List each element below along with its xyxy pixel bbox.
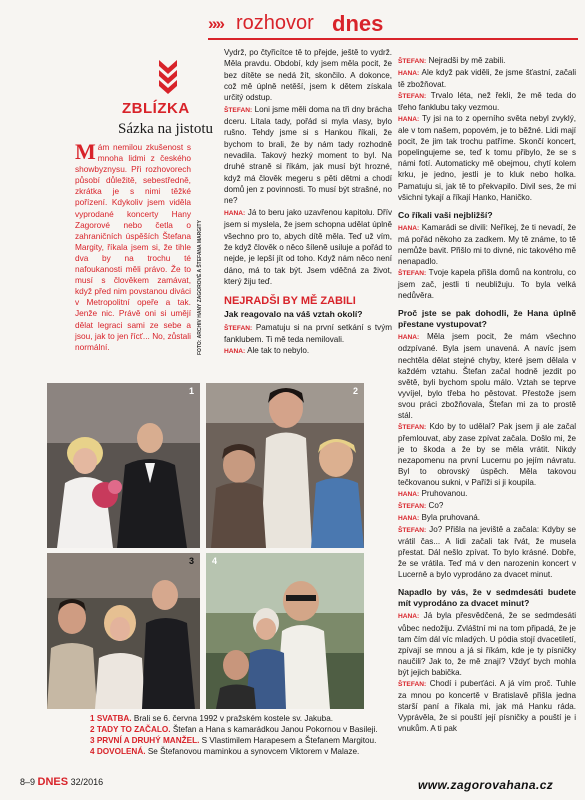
section-rule bbox=[208, 38, 578, 40]
section-word-dnes: dnes bbox=[332, 11, 384, 36]
section-word-rozhovor: rozhovor bbox=[236, 12, 314, 34]
section-header bbox=[208, 12, 578, 38]
photo-basel-image bbox=[206, 383, 364, 548]
paragraph: Já to beru jako uzavřenou kapitolu. Dřív jsem si myslela, že jsem schopna udělat úplně všechno pro to, abych dítě měla. Teď už vím, že když člověk o něco šíleně usiluje a pořád to nejde, je lepší jít od toho. Když nám něco není dáno, má to tak být. Jsem vděčná za život, který žiju teď. bbox=[224, 207, 393, 286]
drop-cap: M bbox=[75, 139, 96, 164]
caption-item: 3 PRVNÍ A DRUHÝ MANŽEL. S Vlastimilem Harapesem a Štefanem Margitou. bbox=[90, 736, 377, 745]
photo-credit-text: FOTO: ARCHIV HANY ZAGOROVÉ A ŠTEFANA MARGITY bbox=[197, 220, 203, 355]
speaker-label: HANA: bbox=[398, 491, 420, 499]
question: Jak reagovalo na váš vztah okolí? bbox=[224, 309, 363, 320]
paragraph: Ale když pak viděli, že jsme šťastní, začali tě zbožňovat. bbox=[398, 68, 576, 90]
speaker-label: ŠTEFAN: bbox=[224, 106, 253, 114]
paragraph: Chodí i puberťáci. A já vím proč. Tuhle za mnou po koncertě v Bratislavě přišla jedna starší paní a říkala mi, jak má Hanku ráda. Vyprávěla, že si pouští její písničky a pouští je i vnukům. A ti pak bbox=[398, 678, 577, 733]
paragraph: Ale tak to nebylo. bbox=[247, 346, 310, 356]
speaker-label: HANA: bbox=[398, 116, 420, 124]
paragraph: Ty jsi na to z operního světa nebyl zvyklý, ale v tom našem, popovém, je to běžné. Lidi mají pocit, že jim tak trochu patříme. Skončí koncert, popelingujeme se, teď k tomu přibylo, že se s námi fotí. Automaticky mě obejmou, chytí kolem krku, je jedno, jestli je to kluk nebo holka. Pamatuju si, jak tě to překvapilo. Divil ses, že mi všichni tykají a říkají Hanko, Haničko. bbox=[398, 114, 577, 202]
speaker-label: HANA: bbox=[398, 334, 420, 342]
paragraph: Pruhovanou. bbox=[421, 489, 468, 499]
page-footer bbox=[20, 776, 103, 788]
paragraph: Měla jsem pocit, že mám všechno odzpívané. Byla jsem unavená. A navíc jsem nechtěla dělat stejné chyby, které jsem dělala v každém vztahu. Štefan začal hodně jezdit po světě, byli bychom spolu málo. Vztah se teprve vyvíjel, bylo třeba ho pěstovat. Přestože jsem svou práci zbožňovala, Štefan mi za to prostě stál. bbox=[398, 332, 576, 420]
speaker-label: HANA: bbox=[398, 225, 420, 233]
paragraph: Kamarádi se divili: Neříkej, že ti nevadí, že má pořád někoho za zadkem. My tě známe, to tě nemůže bavit. Přišlo mi to divné, nic takového mě nenapadlo. bbox=[398, 223, 576, 267]
question: Napadlo by vás, že v sedmdesáti budete mít vyprodáno za dvacet minut? bbox=[398, 587, 576, 608]
paragraph: Nejradši by mě zabili. bbox=[428, 56, 506, 65]
speaker-label: ŠTEFAN: bbox=[398, 93, 427, 101]
photo-credit bbox=[195, 125, 205, 355]
chevron-stack-logo-icon bbox=[158, 58, 178, 94]
photo-wedding bbox=[47, 383, 200, 548]
caption-item: 1 SVATBA. Brali se 6. června 1992 v pražském kostele sv. Jakuba. bbox=[90, 714, 334, 723]
sidebar-intro bbox=[75, 139, 191, 353]
photo-wedding-image bbox=[47, 383, 200, 548]
sidebar-intro-text: ám nemilou zkušenost s mnoha lidmi z českého showbyznysu. Při rozhovorech působí důležitě, sebestředně, zkrátka je s nimi těžké pořízení. Kdykoliv jsem viděla vyprodané koncerty Hany Zagorové nebo četla o zahraničních úspěších Štefana Margity, říkala jsem si, že tihle dva by na trochu té nafoukanosti měli právo. Že to musí s člověkem zamávat, když před nim povstanou diváci v Metropolitní opeře a tak. Jenže nic. Právě oni si umějí dělat legraci sami ze sebe a jsou, jak to jen řícť... No, zůstali normální. bbox=[75, 142, 191, 352]
speaker-label: HANA: bbox=[224, 348, 246, 356]
photo-vacation bbox=[206, 553, 364, 709]
photo-husbands-image bbox=[47, 553, 200, 709]
speaker-label: ŠTEFAN: bbox=[224, 324, 253, 332]
paragraph: Trvalo léta, než řekli, že mě teda do třeho fanklubu taky vezmou. bbox=[398, 91, 576, 113]
paragraph: Já byla přesvědčená, že se sedmdesáti vůbec nedožiju. Zvláštní mi na tom připadá, že je tam čím dál víc mladých. U pódia stojí dvacetiletí, zpívají se mnou a já si říkám, kde je ty písničky naučili? Jak to, že mě znají? Vždyť bych mohla být jejich babička. bbox=[398, 611, 576, 677]
paragraph: Jo? Přišla na jeviště a začala: Kdyby se vrátil čas... A lidi začali tak řvát, že musela přestat. Dál nešlo zpívat. To bylo krásné. Dobře, že se vrátila. Teď má v den narozenin koncert v Lucerně a bylo vyprodáno za dvacet minut. bbox=[398, 525, 576, 580]
section-arrows: »» bbox=[208, 14, 223, 33]
photo-basel bbox=[206, 383, 364, 548]
photo-number: 4 bbox=[212, 556, 218, 566]
magazine-brand: DNES bbox=[37, 776, 69, 788]
page-numbers: 8–9 bbox=[20, 777, 36, 787]
speaker-label: HANA: bbox=[398, 613, 420, 621]
speaker-label: HANA: bbox=[398, 70, 420, 78]
speaker-label: HANA: bbox=[398, 515, 420, 523]
paragraph: Co? bbox=[428, 501, 444, 511]
sidebar-title: Sázka na jistotu bbox=[118, 121, 213, 137]
speaker-label: ŠTEFAN: bbox=[398, 270, 427, 278]
photo-number: 2 bbox=[352, 386, 358, 396]
speaker-label: ŠTEFAN: bbox=[398, 503, 427, 511]
caption-item: 2 TADY TO ZAČALO. Štefan a Hana s kamarádkou Janou Pokornou v Basileji. bbox=[90, 725, 378, 734]
paragraph: Vydrž, po čtyřicítce tě to přejde, ještě to vydrž. Měla pravdu. Období, kdy jsem měla pocit, že bez dítěte se nedá žít, skončilo. A dokonce, což mě úplně netěší, jsem k dětem získala určitý odstup. bbox=[224, 48, 392, 103]
photo-number: 3 bbox=[188, 556, 194, 566]
photo-captions bbox=[90, 713, 390, 757]
photo-vacation-image bbox=[206, 553, 364, 709]
watermark-url: www.zagorovahana.cz bbox=[418, 778, 554, 792]
paragraph: Tvoje kapela přišla domů na kontrolu, co jsem zač, jestli ti neubližuju. To byla velká nedůvěra. bbox=[398, 268, 576, 301]
speaker-label: ŠTEFAN: bbox=[398, 680, 427, 688]
speaker-label: ŠTEFAN: bbox=[398, 423, 427, 431]
question: Proč jste se pak dohodli, že Hana úplně přestane vystupovat? bbox=[398, 308, 576, 329]
speaker-label: HANA: bbox=[224, 209, 246, 217]
photo-husbands bbox=[47, 553, 200, 709]
paragraph: Pamatuju si na první setkání s tvým fanklubem. Ti mě teda nemilovali. bbox=[224, 322, 392, 345]
subheading: NEJRADŠI BY MĚ ZABILI bbox=[224, 295, 356, 308]
paragraph: Loni jsme měli doma na tři dny brácha dceru. Lítala tady, pořád si myla vlasy, bylo rušno. Tehdy jsme si s Hankou říkali, že bychom to brali, že by nám tady rozhodně nevadila. Takový hezký moment to byl. Na druhé straně si říkám, jak musí být hrozné, když má člověk megeru s pěti dětmi a chodí domů jen z povinnosti. To musí být strašné, no ne? bbox=[224, 104, 393, 206]
speaker-label: ŠTEFAN: bbox=[398, 58, 427, 65]
photo-number: 1 bbox=[188, 386, 194, 396]
column-right bbox=[398, 55, 576, 734]
paragraph: Kdo by to udělal? Pak jsem ji ale začal přemlouvat, aby zase zpívat začala. Došlo mi, že je to škoda a že by se měla vrátit. Nikdy nezapomenu na první Lucernu po jejím návratu. Byl to obrovský úspěch. Měla takovou tečkovanou sukni, v Paříži si ji koupila. bbox=[398, 421, 576, 488]
sidebar-kicker: ZBLÍZKA bbox=[122, 100, 190, 117]
column-middle bbox=[224, 47, 392, 358]
speaker-label: ŠTEFAN: bbox=[398, 527, 427, 535]
paragraph: Byla pruhovaná. bbox=[421, 513, 480, 523]
question: Co říkali vaši nejbližší? bbox=[398, 209, 493, 220]
caption-item: 4 DOVOLENÁ. Se Štefanovou maminkou a synovcem Viktorem v Malaze. bbox=[90, 747, 360, 756]
issue-number: 32/2016 bbox=[70, 777, 104, 787]
